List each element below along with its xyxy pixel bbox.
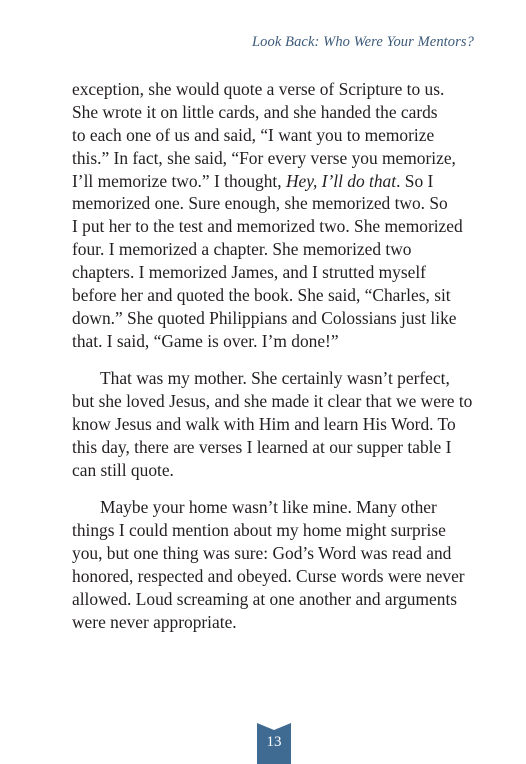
text-line: things I could mention about my home might surprise	[72, 520, 446, 541]
paragraph-3	[72, 496, 484, 633]
text-line: I’ll memorize two.” I thought, Hey, I’ll do that. So I	[72, 170, 434, 191]
text-line: That was my mother. She certainly wasn’t perfect,	[100, 368, 450, 389]
text-line: you, but one thing was sure: God’s Word was read and	[72, 542, 452, 563]
page-number: 13	[266, 734, 282, 750]
text-line: this.” In fact, she said, “For every verse you memorize,	[72, 147, 456, 168]
text-line: before her and quoted the book. She said, “Charles, sit	[72, 285, 451, 306]
text-line: that. I said, “Game is over. I’m done!”	[72, 330, 339, 351]
text-line: know Jesus and walk with Him and learn His Word. To	[72, 413, 456, 434]
body-text	[72, 78, 484, 633]
text-line: down.” She quoted Philippians and Colossians just like	[72, 307, 457, 328]
text-line: Maybe your home wasn’t like mine. Many other	[100, 497, 437, 518]
running-head: Look Back: Who Were Your Mentors?	[252, 34, 474, 50]
text-line: this day, there are verses I learned at our supper table I	[72, 436, 452, 457]
text-line: chapters. I memorized James, and I strutted myself	[72, 262, 426, 283]
text-line: to each one of us and said, “I want you to memorize	[72, 124, 435, 145]
paragraph-gap	[72, 353, 484, 368]
paragraph-2	[72, 367, 484, 481]
text-line: memorized one. Sure enough, she memorized two. So	[72, 193, 448, 214]
paragraph-gap	[72, 482, 484, 497]
text-line: can still quote.	[72, 459, 174, 480]
text-line: She wrote it on little cards, and she handed the cards	[72, 101, 438, 122]
text-line: but she loved Jesus, and she made it clear that we were to	[72, 391, 473, 412]
paragraph-1	[72, 78, 484, 353]
text-line: honored, respected and obeyed. Curse words were never	[72, 565, 465, 586]
text-line: allowed. Loud screaming at one another and arguments	[72, 588, 458, 609]
text-line: exception, she would quote a verse of Scripture to us.	[72, 79, 445, 99]
text-line: were never appropriate.	[72, 611, 237, 632]
text-line: I put her to the test and memorized two. She memorized	[72, 216, 463, 237]
text-line: four. I memorized a chapter. She memorized two	[72, 239, 412, 260]
